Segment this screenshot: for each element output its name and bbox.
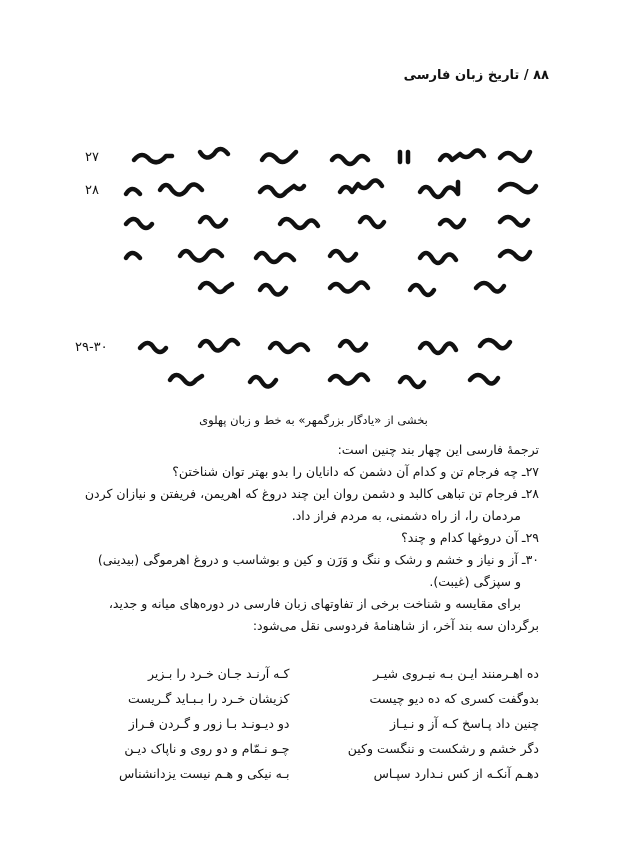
paragraph-comparison-cont: برگردان سه بند آخر، از شاهنامهٔ فردوسی نقل می‌شود:: [252, 618, 539, 633]
verse-row: [88, 711, 539, 736]
verse-second-hemistich: بـه نیکی و هـم نیست یزدانشناس: [119, 766, 290, 781]
pahlavi-line-1: [134, 149, 530, 164]
verse-second-hemistich: دو دیـونـد بـا زور و گـردن فـراز: [128, 716, 290, 731]
pahlavi-line-4: [126, 250, 530, 263]
pahlavi-number-27: ۲۷: [85, 150, 99, 165]
verse-second-hemistich: کزیشان خـرد را بـبـاید گـریست: [127, 691, 290, 706]
verse-first-hemistich: بدوگفت کسری که ده دیو چیست: [369, 691, 539, 706]
verse-first-hemistich: دگر خشم و رشکست و ننگست وکین: [347, 741, 539, 756]
figure-caption: بخشی از «یادگار بزرگمهر» به خط و زبان پهلوی: [199, 413, 428, 427]
pahlavi-line-2: [126, 180, 536, 197]
verse-first-hemistich: دهـم آنکـه از کس نـدارد سپـاس: [373, 766, 539, 781]
verse-second-hemistich: کـه آرنـد جـان خـرد را بـزیر: [147, 666, 290, 681]
pahlavi-line-3: [126, 217, 528, 228]
pahlavi-line-5: [200, 282, 504, 295]
paragraph-29: ۲۹ـ آن دروغها کدام و چند؟: [401, 530, 539, 545]
translation-text: [84, 439, 539, 637]
verse-first-hemistich: ده اهـرمنند ایـن بـه نیـروی شیـر: [373, 666, 539, 681]
verse-row: [88, 661, 539, 686]
pahlavi-number-29-30: ۲۹-۳۰: [75, 340, 108, 355]
verse-row: [88, 686, 539, 711]
running-header: ۸۸ / تاریخ زبان فارسی: [403, 68, 549, 83]
paragraph-27: ۲۷ـ چه فرجام تن و کدام آن دشمن که دانایان را بدو بهتر توان شناختن؟: [172, 464, 539, 479]
pahlavi-line-6: [140, 340, 510, 353]
paragraph-28-cont: مردمان را، از راه دشمنی، به مردم فراز داد.: [291, 508, 521, 523]
shahnameh-verses: [88, 661, 539, 786]
paragraph-30: ۳۰ـ آز و نیاز و خشم و رشک و ننگ و وَرَن و کین و بوشاسب و دروغ اهرموگی (بیدینی): [97, 552, 539, 567]
verse-row: [88, 761, 539, 786]
paragraph-28: ۲۸ـ فرجام تن تباهی کالبد و دشمن روان این چند دروغ که اهریمن، فریفتن و نیازان کردن: [84, 486, 539, 501]
paragraph-intro: ترجمهٔ فارسی این چهار بند چنین است:: [337, 442, 539, 457]
pahlavi-line-7: [170, 374, 498, 387]
paragraph-comparison: برای مقایسه و شناخت برخی از تفاوتهای زبان فارسی در دوره‌های میانه و جدید،: [108, 596, 521, 611]
pahlavi-number-28: ۲۸: [85, 183, 99, 198]
verse-row: [88, 736, 539, 761]
paragraph-30-cont: و سپزگی (غیبت).: [429, 574, 521, 589]
verse-second-hemistich: چـو نـمّام و دو روی و ناپاک دیـن: [124, 741, 290, 756]
verse-first-hemistich: چنین داد پـاسخ کـه آز و نـیـاز: [389, 716, 539, 731]
